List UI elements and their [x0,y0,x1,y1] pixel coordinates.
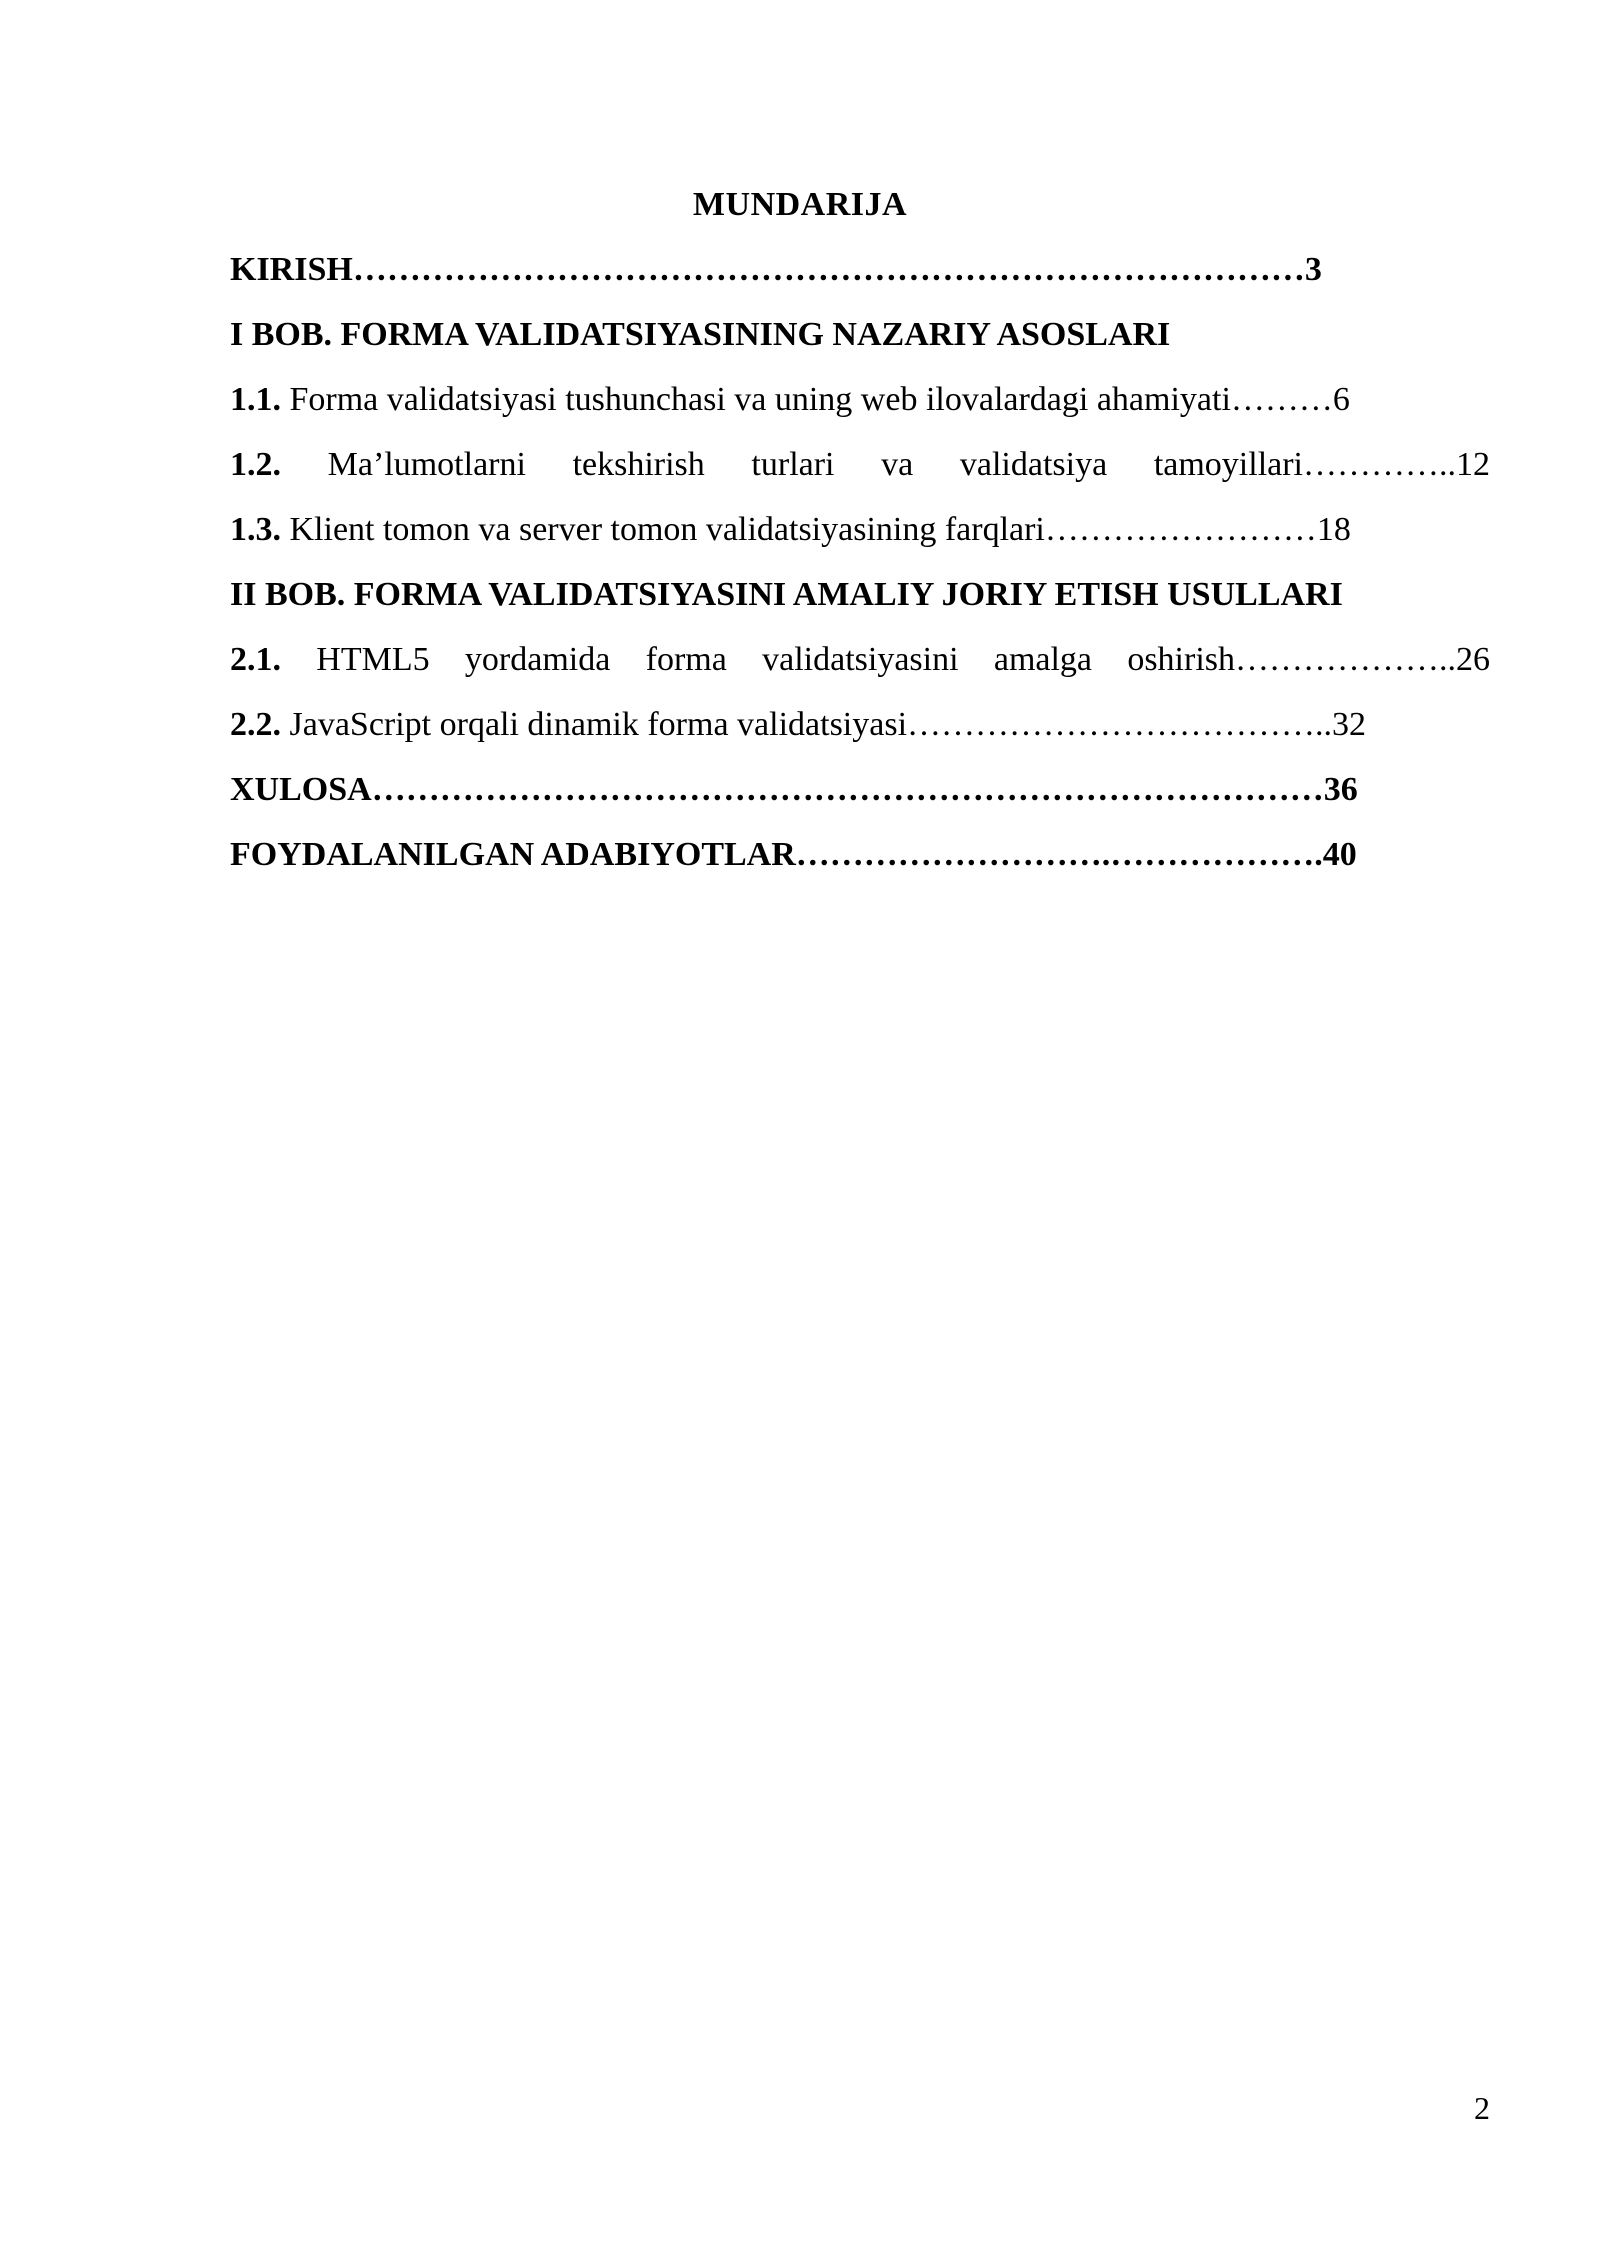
toc-chapter-2 [230,573,1490,617]
table-of-contents [230,248,1490,898]
toc-section-number: 1.3. [230,511,281,548]
toc-section-number: 1.1. [230,381,281,418]
toc-entry-1-3 [230,508,1490,552]
toc-chapter-text: I BOB. FORMA VALIDATSIYASINING NAZARIY ASOSLARI [230,316,1171,353]
toc-section-number: 1.2. [230,446,281,483]
toc-entry-text: XULOSA…………………………………………………………………………36 [230,771,1358,808]
toc-entry-text: Forma validatsiyasi tushunchasi va uning web ilovalardagi ahamiyati………6 [281,381,1350,418]
toc-title: MUNDARIJA [692,186,908,223]
toc-entry-text: HTML5 yordamida forma validatsiyasini amalga oshirish………………..26 [281,641,1490,678]
toc-entry-1-2 [230,443,1490,487]
toc-entry-text: Klient tomon va server tomon validatsiyasining farqlari……………………18 [281,511,1351,548]
toc-entry-1-1 [230,378,1490,422]
toc-entry-xulosa [230,768,1490,812]
toc-entry-text: KIRISH…………………………………………………………………………3 [230,251,1322,288]
toc-section-number: 2.1. [230,641,281,678]
toc-entry-2-2 [230,703,1490,747]
toc-entry-2-1 [230,638,1490,682]
page-number: 2 [1474,2090,1490,2126]
toc-entry-adabiyotlar [230,833,1490,877]
toc-entry-text: Ma’lumotlarni tekshirish turlari va validatsiya tamoyillari…………..12 [281,446,1490,483]
toc-entry-text: JavaScript orqali dinamik forma validatsiyasi………………………………..32 [281,706,1367,743]
toc-entry-text: FOYDALANILGAN ADABIYOTLAR……………………….……………….40 [230,836,1357,873]
toc-section-number: 2.2. [230,706,281,743]
toc-chapter-text: II BOB. FORMA VALIDATSIYASINI AMALIY JORIY ETISH USULLARI [230,576,1343,613]
toc-chapter-1 [230,313,1490,357]
toc-entry-kirish [230,248,1490,292]
